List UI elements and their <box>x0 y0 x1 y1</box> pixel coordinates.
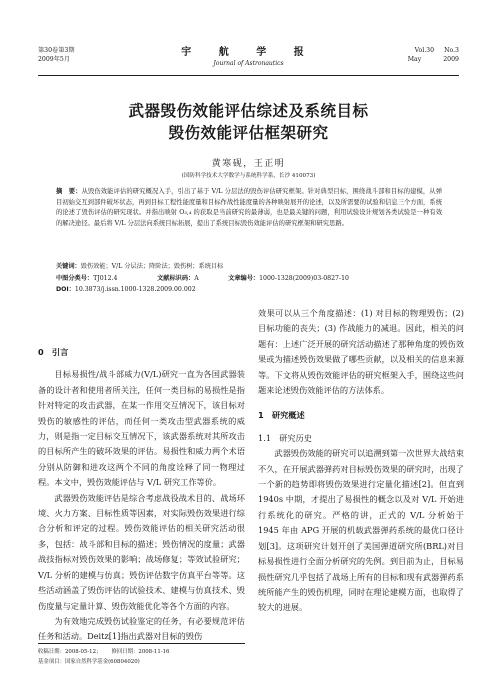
header-center <box>38 46 459 68</box>
body-column-left <box>38 342 245 645</box>
header-no-en: No.3 <box>444 47 459 54</box>
body-paragraph: 武器毁伤效能的研究可以追溯到第一次世界大战结束不久，在开展武器弹药对目标毁伤效果的研究时，出现了一个新的趋势即将毁伤效果进行定量化描述[2]。但直到 1940s 中期，才提出了易损性的概念以及对 V/L 开始进行系统化的研究。严格的讲，正式的 V/L 分析始于 1945 年由 APG 开展的机载武器弹药系统的最优口径计划[3]。这项研究计划开创了美国弹道研究所(BRL)对目标易损性进行全面分析研究的先例。到目前为止，目标易损性研究几乎包括了战场上所有的目标和现有武器弹药系统所能产生的毁伤机理，同时在理论建模方面，也取得了较大的进展。 <box>258 448 464 613</box>
section-heading-overview: 1 研究概述 <box>258 410 305 421</box>
keywords <box>56 262 223 271</box>
abstract <box>56 187 442 229</box>
header-right <box>408 46 459 64</box>
article-no-label: 文章编号： <box>228 275 260 282</box>
paper-title-line-1: 武器毁伤效能评估综述及系统目标 <box>128 102 369 120</box>
journal-name-cn: 宇 航 学 报 <box>181 47 316 58</box>
footnote-revised: 修回日期：2008-11-16 <box>111 649 170 655</box>
header-date-cn: 2009年5月 <box>38 56 71 63</box>
affiliation: (国防科学技术大学数学与系统科学系，长沙 410073) <box>181 173 316 179</box>
footnote-fund: 基金项目：国家自然科学基金(60804020) <box>38 659 140 665</box>
header-month-en: May <box>407 56 422 63</box>
clc-value: TJ012.4 <box>93 275 118 282</box>
body-column-right <box>258 306 464 616</box>
paper-title-line-2: 毁伤效能评估框架研究 <box>168 124 329 142</box>
keywords-text: 毁伤效能；V/L 分层法；降阶法；毁伤树；系统目标 <box>80 263 224 270</box>
footnote-received: 收稿日期：2008-05-12； <box>38 649 102 655</box>
doc-code-value: A <box>194 275 199 282</box>
header-year-en: 2009 <box>443 56 459 63</box>
doc-code-label: 文献标识码： <box>157 275 195 282</box>
body-paragraph: 为有效地完成毁伤试验鉴定的任务，有必要规范评估任务和活动。Deitz[1]指出武器对目标的毁伤 <box>38 615 245 642</box>
doi-row <box>56 285 196 294</box>
header-vol-en: Vol.30 <box>414 47 435 54</box>
doi-value: 10.3873/j.issn.1000-1328.2009.00.002 <box>74 286 196 293</box>
abstract-text: 从毁伤效能评估的研究概况入手，引出了基于 V/L 分层法的毁伤评估研究框架。针对典型目标，围绕战斗部和目标的建模，从弹目初始交互到部件破坏状态，再到目标工程性能度量和目标作战性能度量的各种映射展开的论述，以及所需要的试验和信息三个方面，系统的论述了毁伤评估的研究现状。并指出映射 O₃,₄ 的获取是当前研究的最薄弱，也是最关键的问题，利用试验设计规划各类试验是一种有效的解决途径。最后将 V/L 分层法向系统目标拓展，提出了系统目标毁伤效能评估的研究框架和研究思路。 <box>56 188 442 227</box>
abstract-label: 摘 要： <box>56 188 82 195</box>
clc-label: 中图分类号： <box>56 275 94 282</box>
subsection-heading-history: 1.1 研究历史 <box>258 432 312 443</box>
footnote <box>38 643 245 667</box>
body-paragraph: 武器毁伤效能评估是综合考虑战役战术目的、战场环境、火力方案、目标性质等因素，对实际毁伤效果进行综合分析和评定的过程。毁伤效能评估的相关研究活动很多，包括：战斗部和目标的描述；毁伤情况的度量；武器战技指标对毁伤效果的影响；战场修复；等效试验研究；V/L 分析的建模与仿真；毁伤评估数字仿真平台等等。这些活动涵盖了毁伤评估的试验技术、建模与仿真技术、毁伤度量与定量计算、毁伤效能优化等各个方面的内容。 <box>38 492 245 611</box>
journal-name-en: Journal of Astronautics <box>213 60 284 67</box>
body-paragraph: 目标易损性/战斗部威力(V/L)研究一直为各国武器装备的设计者和使用者所关注，任何一类目标的易损性是指针对特定的攻击武器，在某一作用交互情况下，该目标对毁伤的敏感性的评估，而任何一类攻击型武器系统的威力，则是指一定目标交互情况下，该武器系统对其所攻击的目标所产生的破坏效果的评估。易损性和威力两个术语分别从防御和进攻这两个不同的角度诠释了同一物理过程。本文中，毁伤效能评估与 V/L 研究工作等价。 <box>38 369 245 488</box>
section-heading-intro: 0 引言 <box>38 347 69 357</box>
header-volume-cn: 第30卷第3期 <box>38 47 75 54</box>
keywords-label: 关键词： <box>56 263 81 270</box>
classification-row <box>56 274 349 283</box>
body-paragraph: 效果可以从三个角度描述：(1) 对目标的物理毁伤；(2) 目标功能的丧失；(3) 作战能力的减退。因此，相关的问题有：上述广泛开展的研究活动描述了那种角度的毁伤效果或为描述毁伤效果做了哪些贡献，以及相关的信息来源等。下文将从毁伤效能评估的研究框架入手，围绕这些问题来论述毁伤效能评估的方法体系。 <box>258 308 464 396</box>
author-list: 黄寒砚，王正明 <box>211 159 286 169</box>
running-header <box>38 46 459 76</box>
article-no-value: 1000-1328(2009)03-0827-10 <box>259 275 349 282</box>
doi-label: DOI： <box>56 286 75 293</box>
